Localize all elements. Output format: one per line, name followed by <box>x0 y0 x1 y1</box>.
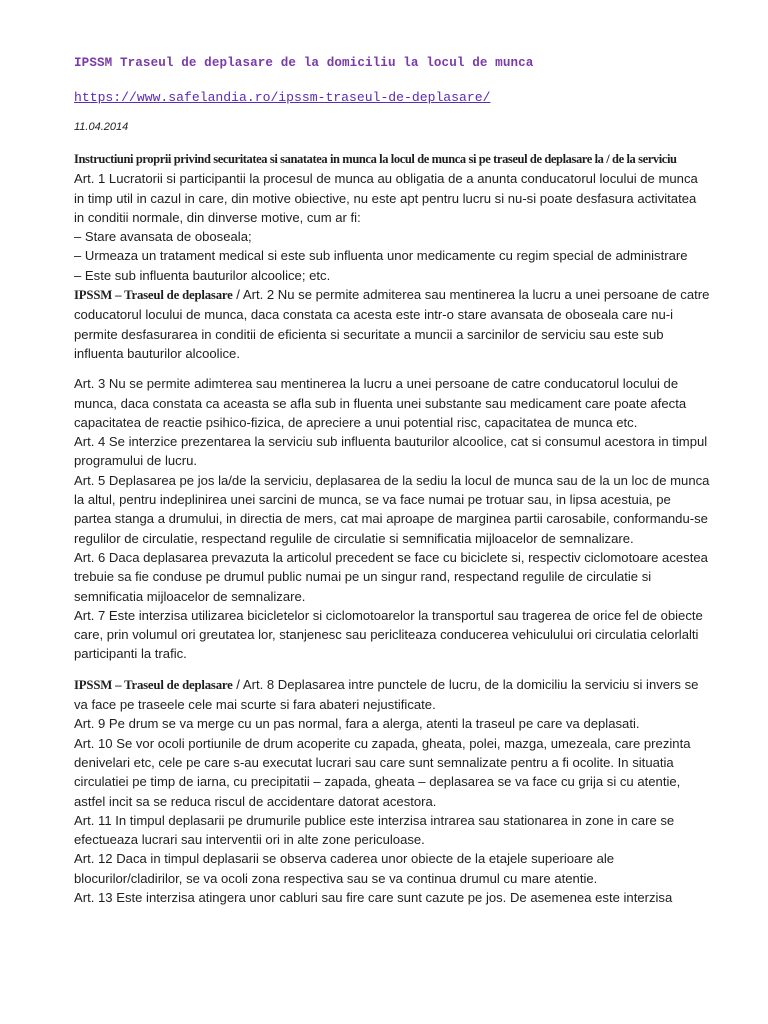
article-2 <box>74 285 710 363</box>
article-7: Art. 7 Este interzisa utilizarea bicicletelor si ciclomotoarelor la transportul sau tragerea de orice fel de obiecte care, prin volumul ori greutatea lor, stanjenesc sau pericliteaza conducerea vehiculului ori circulatia celorlalti participanti la trafic. <box>74 607 703 662</box>
publish-date: 11.04.2014 <box>74 121 129 133</box>
document-title: IPSSM Traseul de deplasare de la domiciliu la locul de munca <box>74 56 534 70</box>
article-4: Art. 4 Se interzice prezentarea la serviciu sub influenta bauturilor alcoolice, cat si consumul acestora in timpul programului de lucru. <box>74 434 708 469</box>
article-3: Art. 3 Nu se permite adimterea sau mentinerea la lucru a unei persoane de catre conducatorul locului de munca, daca constata ca aceasta se afla sub in fluenta unei substante sau medicament care poate afecta capacitatea de reactie psihico-fizica, de apreciere a unui potential risc, capacitatea de munca etc. <box>74 376 687 430</box>
article-1: Art. 1 Lucratorii si participantii la procesul de munca au obligatia de a anunta conducatorul locului de munca in timp util in cazul in care, din motive obiective, nu este apt pentru lucru si nu-si poate desfasura activitatea in conditii normale, din dinverse motive, cum ar fi: <box>74 171 698 225</box>
article-11: Art. 11 In timpul deplasarii pe drumurile publice este interzisa intrarea sau stationarea in zone in care se efectueaza lucrari sau interventii ori in alte zone periculoase. <box>74 812 675 848</box>
article-10: Art. 10 Se vor ocoli portiunile de drum acoperite cu zapada, gheata, polei, mazga, umezeala, care prezinta denivelari etc, cele pe care s-au executat lucrari sau care sunt semnalizate pentru a fi ocolite. In situatia circulatiei pe timp de iarna, cu precipitatii – zapada, gheata – deplasarea se va face cu grija si cu atentie, astfel incit sa se reduca riscul de accidentare datorat acestora. <box>74 735 691 809</box>
intro-heading: Instructiuni proprii privind securitatea si sanatatea in munca la locul de munca si pe traseul de deplasare la / de la serviciu <box>74 152 677 166</box>
article-8 <box>74 675 710 715</box>
section-label: IPSSM – Traseul de deplasare <box>74 288 233 303</box>
document-body <box>74 150 710 907</box>
article-12: Art. 12 Daca in timpul deplasarii se observa caderea unor obiecte de la etajele superioare ale blocurilor/cladirilor, se va ocoli zona respectiva sau se va continua drumul cu mare atentie. <box>74 851 615 886</box>
section-label: IPSSM – Traseul de deplasare <box>74 677 233 692</box>
article-6: Art. 6 Daca deplasarea prevazuta la articolul precedent se face cu biciclete si, respectiv ciclomotoare acestea trebuie sa fie conduse pe drumul public numai pe un singur rand, respectand regulile de circulatie si semnificatia mijloacelor de semnalizare. <box>74 549 708 604</box>
article-13: Art. 13 Este interzisa atingera unor cabluri sau fire care sunt cazute pe jos. De asemenea este interzisa <box>74 889 673 905</box>
list-item: – Este sub influenta bauturilor alcoolice; etc. <box>74 267 331 283</box>
source-link[interactable]: https://www.safelandia.ro/ipssm-traseul-de-deplasare/ <box>74 90 491 105</box>
article-8-text: / Art. 8 Deplasarea intre punctele de lucru, de la domiciliu la serviciu si invers se va face pe traseele cele mai scurte si fara abateri nejustificate. <box>74 676 699 713</box>
list-item: – Urmeaza un tratament medical si este sub influenta unor medicamente cu regim special de administrare <box>74 248 688 264</box>
list-item: – Stare avansata de oboseala; <box>74 229 252 245</box>
article-2-text: / Art. 2 Nu se permite admiterea sau mentinerea la lucru a unei persoane de catre coducatorul locului de munca, daca constata ca acesta este intr-o stare avansata de oboseala care nu-i permite desfasurarea in conditii de eficienta si securitate a muncii a sarcinilor de serviciu sau este sub influenta bauturilor alcoolice. <box>74 287 710 361</box>
article-5: Art. 5 Deplasarea pe jos la/de la serviciu, deplasarea de la sediu la locul de munca sau de la un loc de munca la altul, pentru indeplinirea unei sarcini de munca, se va face numai pe trotuar sau, in lipsa acestuia, pe partea stanga a drumului, in directia de mers, cat mai aproape de marginea partii carosabile, conformandu-se regulilor de circulatie, respectand regulile de circulatie si semnificatia mijloacelor de semnalizare. <box>74 472 710 546</box>
article-9: Art. 9 Pe drum se va merge cu un pas normal, fara a alerga, atenti la traseul pe care va deplasati. <box>74 716 640 732</box>
